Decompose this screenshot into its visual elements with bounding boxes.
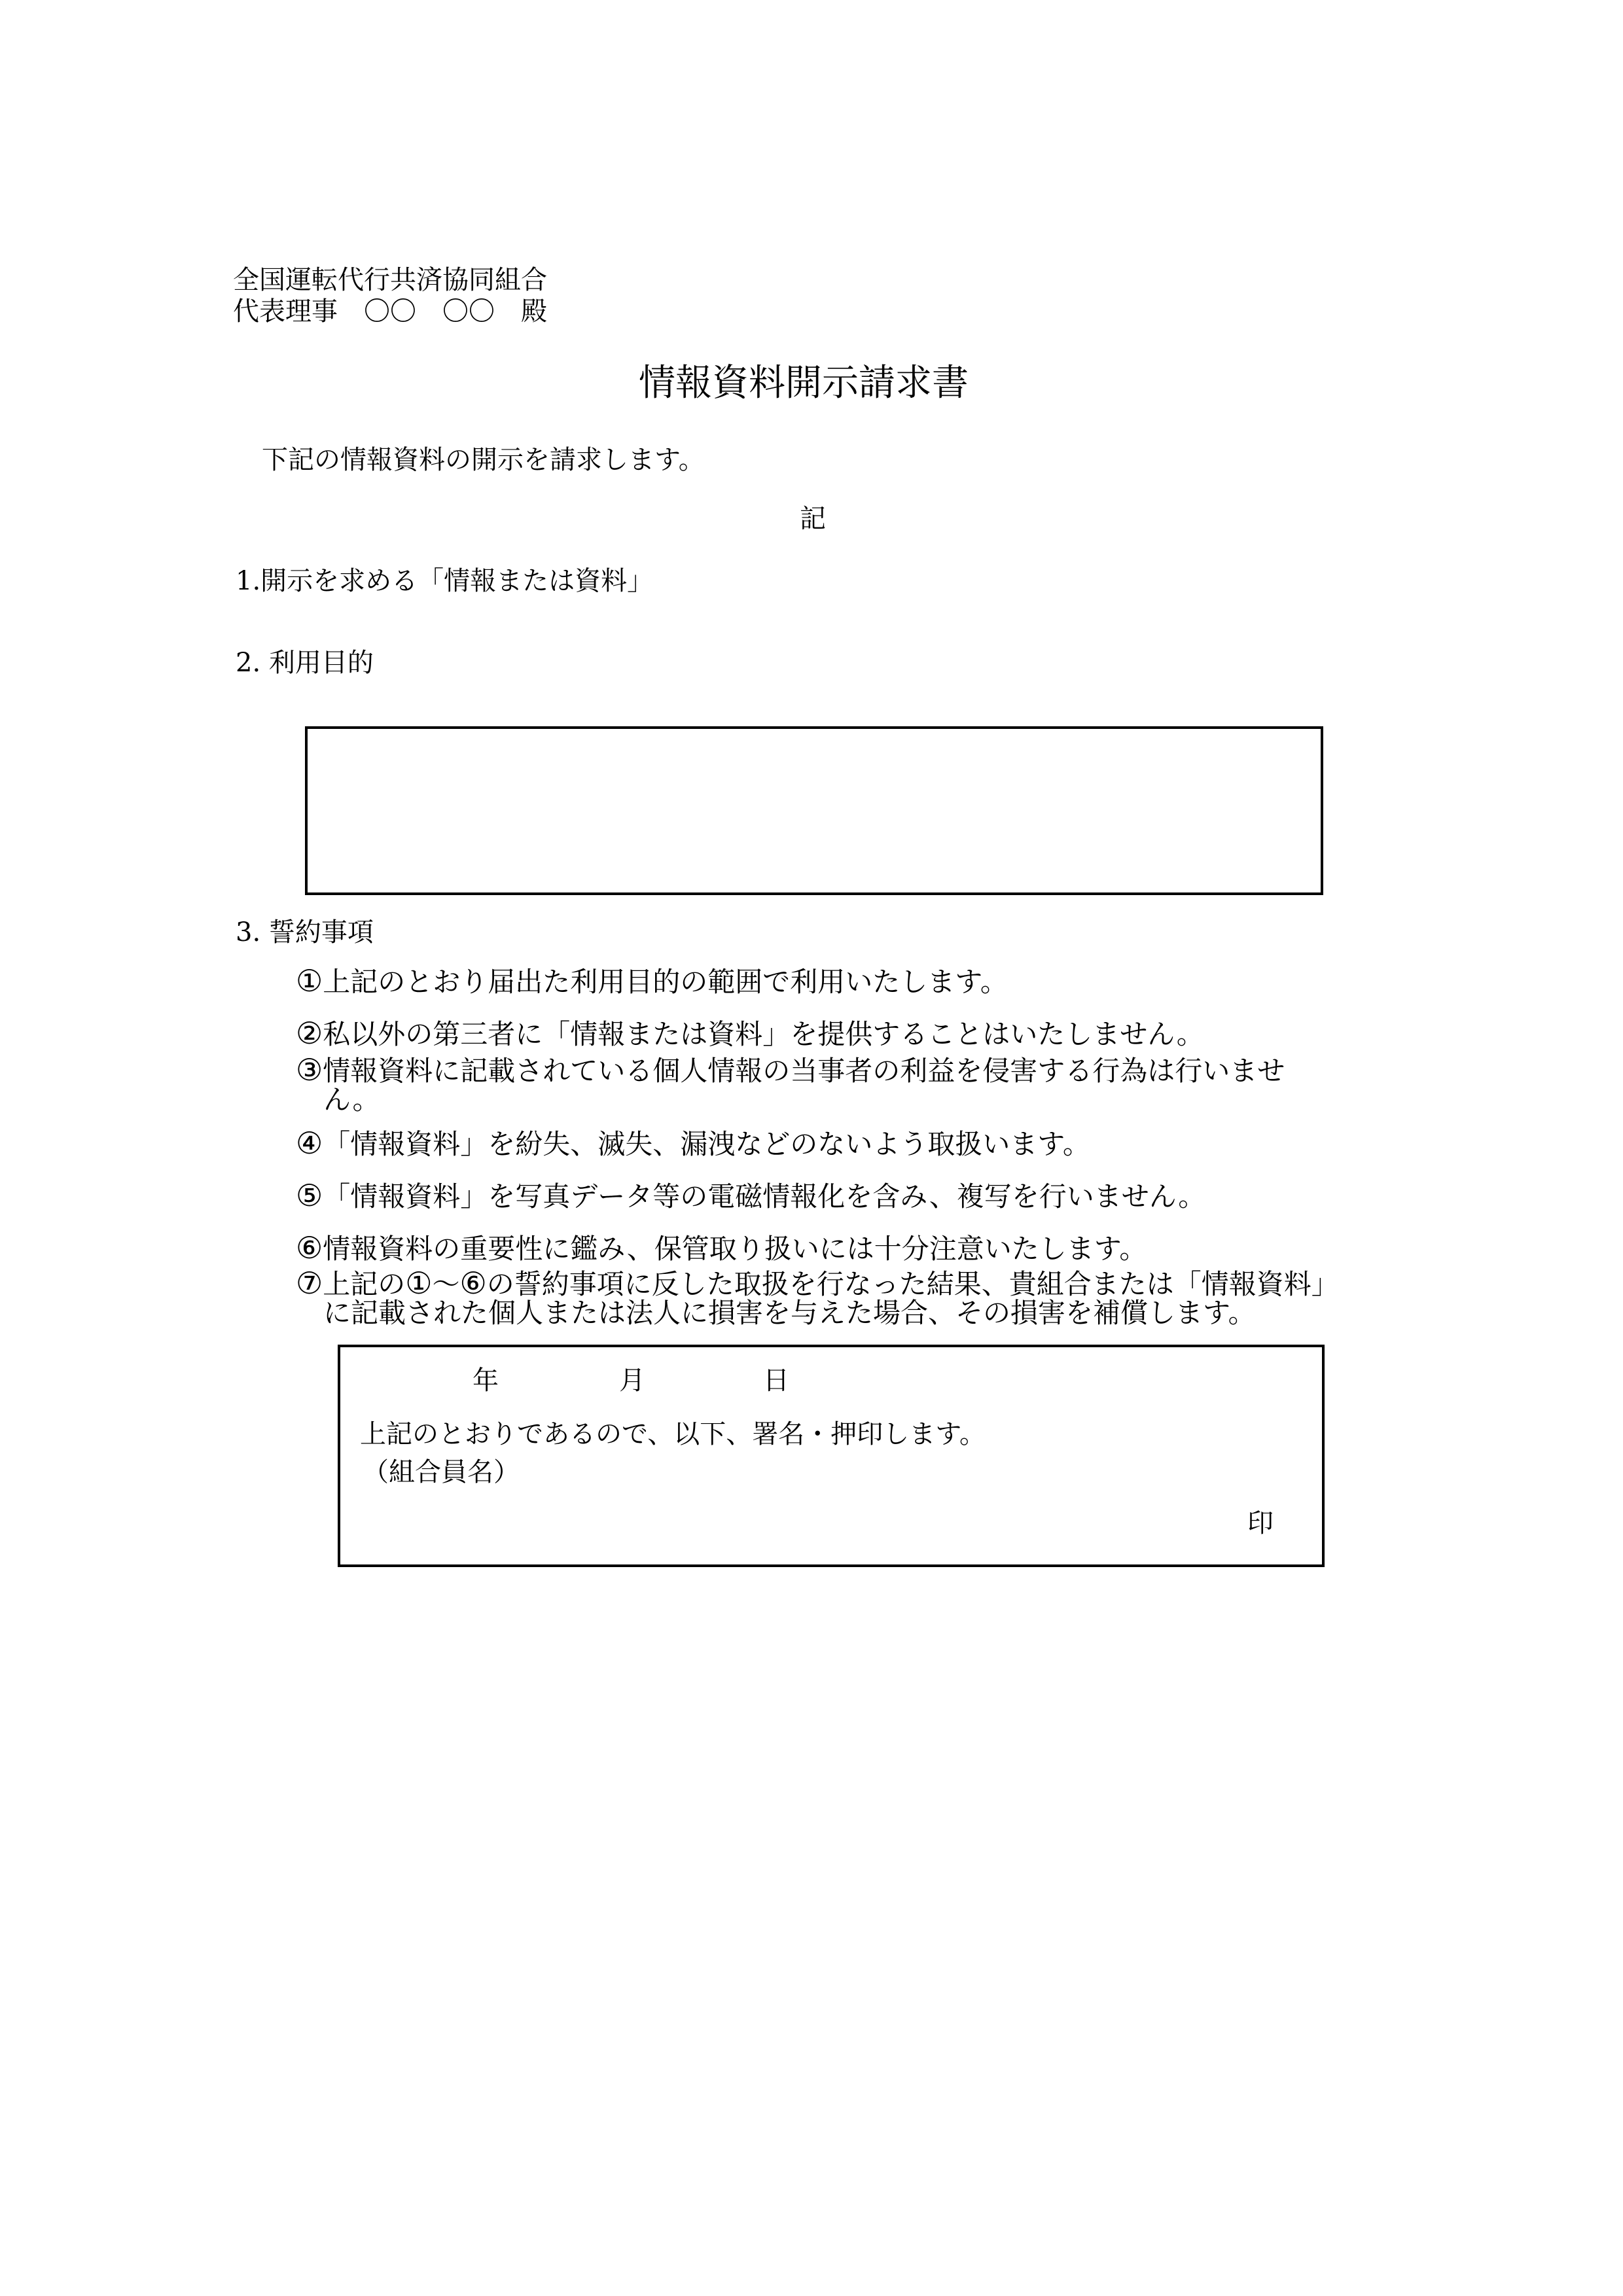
- pledge-text: 「情報資料」を紛失、滅失、漏洩などのないよう取扱います。: [323, 1128, 1090, 1160]
- pledge-3: [296, 1052, 1285, 1087]
- pledge-number: ②: [296, 1016, 323, 1051]
- pledge-6: [296, 1230, 1147, 1265]
- section-2-heading: 2. 利用目的: [236, 648, 374, 678]
- usage-purpose-box[interactable]: [305, 726, 1323, 895]
- seal-mark: 印: [1247, 1508, 1274, 1538]
- pledge-5: [296, 1178, 1206, 1213]
- section-3-heading: 3. 誓約事項: [236, 917, 374, 947]
- pledge-text: 私以外の第三者に「情報または資料」を提供することはいたしません。: [323, 1018, 1204, 1050]
- intro-text: 下記の情報資料の開示を請求します。: [262, 445, 705, 475]
- pledge-number: ⑤: [296, 1178, 323, 1213]
- member-name-label: （組合員名）: [363, 1457, 520, 1487]
- date-day-label: 日: [763, 1366, 789, 1396]
- signature-statement: 上記のとおりであるので、以下、署名・押印します。: [360, 1419, 986, 1449]
- pledge-1: [296, 963, 1008, 998]
- pledge-4: [296, 1125, 1090, 1161]
- pledge-7-continuation: に記載された個人または法人に損害を与えた場合、その損害を補償します。: [323, 1297, 1256, 1329]
- section-1-heading: 1.開示を求める「情報または資料」: [236, 566, 654, 596]
- pledge-2: [296, 1016, 1204, 1051]
- pledge-text: 上記のとおり届出た利用目的の範囲で利用いたします。: [323, 966, 1008, 998]
- pledge-text-a: 上記の: [323, 1268, 406, 1300]
- pledge-text: 「情報資料」を写真データ等の電磁情報化を含み、複写を行いません。: [323, 1180, 1206, 1212]
- pledge-tilde: ～: [432, 1268, 460, 1300]
- date-month-label: 月: [619, 1366, 645, 1396]
- page-title: 情報資料開示請求書: [639, 362, 969, 404]
- ki-heading: 記: [800, 504, 826, 534]
- pledge-3-continuation: ん。: [323, 1084, 380, 1116]
- pledge-number: ⑥: [296, 1230, 323, 1265]
- addressee-representative: 代表理事 〇〇 〇〇 殿: [233, 296, 547, 327]
- pledge-number: ⑦: [296, 1265, 323, 1301]
- pledge-7: [296, 1265, 1339, 1301]
- date-year-label: 年: [473, 1366, 499, 1396]
- pledge-text-b: の誓約事項に反した取扱を行なった結果、貴組合または「情報資料」: [486, 1268, 1339, 1300]
- addressee-organization: 全国運転代行共済協同組合: [233, 265, 547, 295]
- pledge-text: 情報資料に記載されている個人情報の当事者の利益を侵害する行為は行いませ: [323, 1055, 1285, 1087]
- pledge-ref-6: ⑥: [459, 1265, 487, 1301]
- pledge-number: ③: [296, 1052, 323, 1087]
- pledge-ref-1: ①: [405, 1265, 433, 1301]
- pledge-number: ①: [296, 963, 323, 998]
- pledge-number: ④: [296, 1125, 323, 1161]
- pledge-text: 情報資料の重要性に鑑み、保管取り扱いには十分注意いたします。: [323, 1233, 1147, 1265]
